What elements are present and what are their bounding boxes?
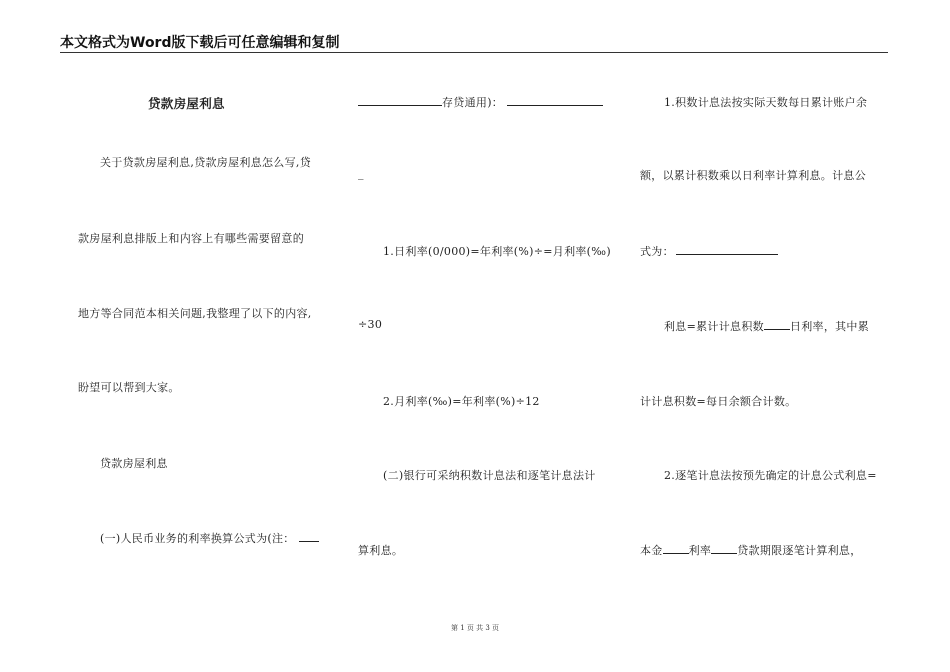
paragraph-line: 关于贷款房屋利息,贷款房屋利息怎么写,贷 bbox=[100, 156, 311, 169]
formula-line: ÷30 bbox=[358, 318, 383, 331]
formula-text: 日利率，其中累 bbox=[789, 320, 870, 333]
formula-line: 2.月利率(‰)=年利率(%)÷12 bbox=[383, 395, 540, 408]
paragraph-line bbox=[640, 243, 778, 259]
paragraph-line: 计计息积数=每日余额合计数。 bbox=[640, 395, 797, 408]
formula-line: 1.日利率(0/000)=年利率(%)÷=月利率(‰) bbox=[383, 245, 611, 258]
paragraph-line bbox=[100, 530, 319, 546]
paragraph-text: 存贷通用)： bbox=[442, 96, 504, 109]
document-title: 贷款房屋利息 bbox=[148, 96, 225, 111]
paragraph-line: 2.逐笔计息法按预先确定的计息公式利息= bbox=[664, 469, 877, 482]
paragraph-line: 盼望可以帮到大家。 bbox=[78, 381, 180, 394]
formula-text: 贷款期限逐笔计算利息， bbox=[737, 544, 862, 557]
formula-text: 利率 bbox=[688, 544, 712, 557]
blank-underline bbox=[507, 95, 603, 106]
blank-underline bbox=[299, 531, 319, 542]
paragraph-line: 1.积数计息法按实际天数每日累计账户余 bbox=[664, 96, 868, 109]
blank-underline bbox=[676, 244, 778, 255]
paragraph-line: 款房屋利息排版上和内容上有哪些需要留意的 bbox=[78, 232, 304, 245]
paragraph-line: 额，以累计积数乘以日利率计算利息。计息公 bbox=[640, 169, 866, 182]
paragraph-line: 算利息。 bbox=[358, 544, 404, 557]
formula-line bbox=[664, 318, 869, 334]
paragraph-line bbox=[358, 94, 603, 110]
paragraph-text: (一)人民币业务的利率换算公式为(注： bbox=[100, 532, 295, 545]
blank-underline bbox=[663, 543, 689, 554]
header-rule bbox=[60, 52, 888, 53]
paragraph-line: _ bbox=[358, 167, 364, 180]
page-header: 本文格式为Word版下载后可任意编辑和复制 bbox=[60, 35, 340, 51]
blank-underline bbox=[358, 95, 442, 106]
formula-line bbox=[640, 542, 862, 558]
paragraph-line: 地方等合同范本相关问题,我整理了以下的内容, bbox=[78, 307, 312, 320]
formula-text: 本金 bbox=[640, 544, 663, 557]
blank-underline bbox=[711, 543, 737, 554]
paragraph-line: (二)银行可采纳积数计息法和逐笔计息法计 bbox=[383, 469, 596, 482]
blank-underline bbox=[764, 319, 790, 330]
section-heading: 贷款房屋利息 bbox=[100, 457, 168, 470]
formula-text: 利息=累计计息积数 bbox=[664, 320, 764, 333]
page-footer: 第 1 页 共 3 页 bbox=[450, 624, 500, 632]
paragraph-text: 式为： bbox=[640, 245, 674, 258]
